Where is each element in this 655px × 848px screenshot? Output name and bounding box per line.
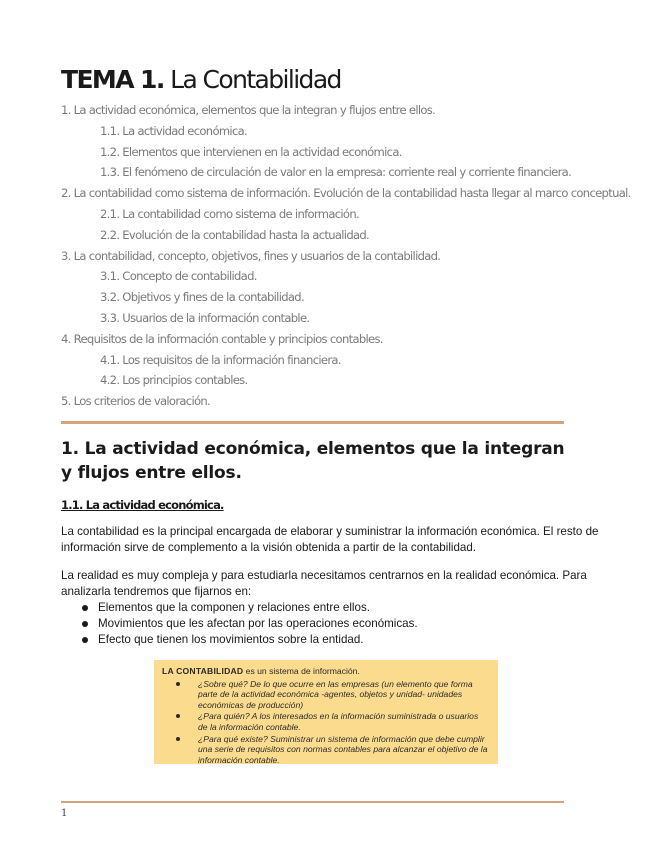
page-title <box>61 62 341 98</box>
list-item: Movimientos que les afectan por las operaciones económicas. <box>82 616 418 632</box>
toc-subitem: 4.2. Los principios contables. <box>100 373 248 388</box>
page-number: 1 <box>61 808 68 819</box>
bullet-icon <box>82 637 88 643</box>
toc-subitem: 1.1. La actividad económica. <box>100 123 248 138</box>
bullet-icon <box>82 605 88 611</box>
note-item: ¿Para quién? A los interesados en la información suministrada o usuarios de la información contable. <box>162 711 490 732</box>
table-of-contents <box>61 100 631 412</box>
note-item: ¿Sobre qué? De lo que ocurre en las empresas (un elemento que forma parte de la actividad económica -agentes, objetos y unidad- unidades económicas de producción) <box>162 679 490 711</box>
bullet-icon <box>176 682 180 686</box>
paragraph: La realidad es muy compleja y para estudiarla necesitamos centrarnos en la realidad económica. Para analizarla tendremos que fijarnos en: <box>61 569 587 598</box>
toc-item: 4. Requisitos de la información contable y principios contables. <box>61 331 383 346</box>
list-item: Elementos que la componen y relaciones entre ellos. <box>82 600 418 616</box>
section-heading: 1. La actividad económica, elementos que la integran y flujos entre ellos. <box>61 439 565 483</box>
toc-item: 3. La contabilidad, concepto, objetivos, fines y usuarios de la contabilidad. <box>61 248 441 263</box>
toc-subitem: 3.3. Usuarios de la información contable. <box>100 310 310 325</box>
list-item: Efecto que tienen los movimientos sobre la entidad. <box>82 632 418 648</box>
paragraph: La contabilidad es la principal encargada de elaborar y suministrar la información económica. El resto de información sirve de complemento a la visión obtenida a partir de la contabilidad. <box>61 525 599 554</box>
title-text: La Contabilidad <box>170 65 341 94</box>
toc-item: 2. La contabilidad como sistema de información. Evolución de la contabilidad hasta llegar al marco conceptual. <box>61 186 631 201</box>
toc-subitem: 4.1. Los requisitos de la información financiera. <box>100 352 341 367</box>
highlighted-note-image <box>154 660 498 764</box>
bullet-icon <box>176 714 180 718</box>
footer-divider <box>61 801 564 803</box>
toc-item: 1. La actividad económica, elementos que la integran y flujos entre ellos. <box>61 103 436 117</box>
toc-subitem: 3.2. Objetivos y fines de la contabilidad. <box>100 290 304 305</box>
bullet-list <box>82 600 418 648</box>
toc-subitem: 2.1. La contabilidad como sistema de información. <box>100 206 359 221</box>
toc-subitem: 1.3. El fenómeno de circulación de valor en la empresa: corriente real y corriente financiera. <box>100 165 572 180</box>
note-title: LA CONTABILIDAD es un sistema de información. <box>162 666 360 676</box>
subsection-heading: 1.1. La actividad económica. <box>61 498 224 512</box>
bullet-icon <box>176 737 180 741</box>
bullet-icon <box>82 621 88 627</box>
section-divider <box>61 421 564 424</box>
toc-subitem: 2.2. Evolución de la contabilidad hasta la actualidad. <box>100 227 370 242</box>
toc-item: 5. Los criterios de valoración. <box>61 394 211 409</box>
note-item: ¿Para qué existe? Suministrar un sistema de información que debe cumplir una serie de requisitos con normas contables para alcanzar el objetivo de la información contable. <box>162 734 490 766</box>
title-number: TEMA 1. <box>61 65 164 94</box>
toc-subitem: 1.2. Elementos que intervienen en la actividad económica. <box>100 144 402 159</box>
toc-subitem: 3.1. Concepto de contabilidad. <box>100 269 257 284</box>
